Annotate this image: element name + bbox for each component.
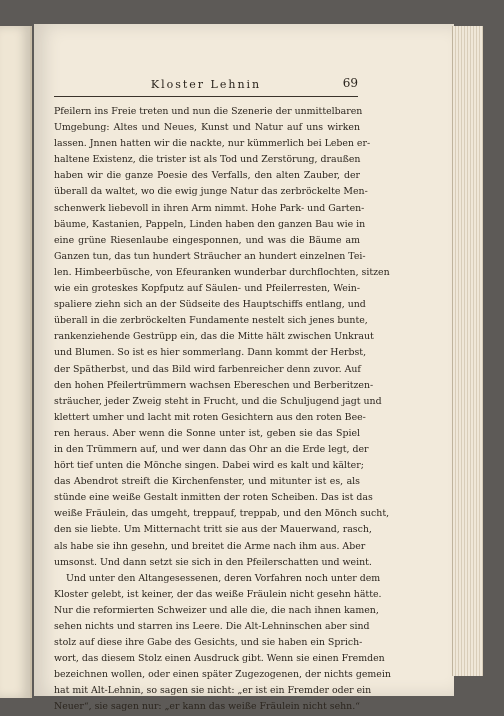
text-line: lassen. Jnnen hatten wir die nackte, nur kümmerlich bei Leben er-	[54, 138, 371, 150]
text-line: wort, das diesem Stolz einen Ausdruck gibt. Wenn sie einen Fremden	[54, 653, 385, 665]
text-line: stolz auf diese ihre Gabe des Gesichts, und sie haben ein Sprich-	[54, 637, 363, 649]
text-line: weiße Fräulein, das umgeht, treppauf, treppab, und den Mönch sucht,	[54, 508, 390, 520]
text-line: haben wir die ganze Poesie des Verfalls, den alten Zauber, der	[54, 170, 360, 182]
text-line: den hohen Pfeilertrümmern wachsen Ebereschen und Berberitzen-	[54, 379, 374, 391]
text-line: klettert umher und lacht mit roten Gesichtern aus den roten Bee-	[54, 411, 366, 423]
text-line: das Abendrot streift die Kirchenfenster, und mitunter ist es, als	[54, 476, 360, 488]
text-line: Und unter den Altangesessenen, deren Vorfahren noch unter dem	[66, 572, 381, 584]
text-line: hat mit Alt-Lehnin, so sagen sie nicht: „er ist ein Fremder oder ein	[54, 685, 372, 697]
page-block-edges	[452, 26, 483, 676]
text-line: stünde eine weiße Gestalt inmitten der roten Scheiben. Das ist das	[54, 492, 373, 504]
text-line: Pfeilern ins Freie treten und nun die Szenerie der unmittelbaren	[54, 106, 363, 117]
text-line: wie ein groteskes Kopfputz auf Säulen- und Pfeilerresten, Wein-	[54, 283, 360, 295]
text-line: rankenziehende Gestrüpp ein, das die Mitte hält zwischen Unkraut	[54, 331, 374, 343]
text-line: schenwerk liebevoll in ihren Arm nimmt. Hohe Park- und Garten-	[54, 202, 365, 214]
text-line: Nur die reformierten Schweizer und alle die, die nach ihnen kamen,	[54, 604, 379, 616]
running-header	[54, 76, 358, 97]
text-line: spaliere ziehn sich an der Südseite des Hauptschiffs entlang, und	[54, 299, 366, 311]
text-line: überall in die zerbröckelten Fundamente nestelt sich jenes bunte,	[54, 315, 368, 327]
text-line: sträucher, jeder Zweig steht in Frucht, und die Schuljugend jagt und	[54, 395, 382, 407]
text-line: als habe sie ihn gesehn, und breitet die Arme nach ihm aus. Aber	[54, 540, 366, 552]
text-line: in den Trümmern auf, und wer dann das Ohr an die Erde legt, der	[54, 443, 369, 455]
text-line: den sie liebte. Um Mitternacht tritt sie aus der Mauerwand, rasch,	[54, 524, 372, 536]
text-line: bäume, Kastanien, Pappeln, Linden haben den ganzen Bau wie in	[54, 218, 366, 230]
text-line: und Blumen. So ist es hier sommerlang. Dann kommt der Herbst,	[54, 347, 367, 359]
text-line: umsonst. Und dann setzt sie sich in den Pfeilerschatten und weint.	[54, 556, 372, 568]
text-line: Ganzen tun, das tun hundert Sträucher an hundert einzelnen Tei-	[54, 250, 366, 262]
text-line: hört tief unten die Mönche singen. Dabei wird es kalt und kälter;	[54, 460, 364, 472]
running-title: Kloster Lehnin	[150, 78, 262, 91]
text-line: Kloster gelebt, ist keiner, der das weiße Fräulein nicht gesehn hätte.	[54, 588, 382, 600]
text-line: sehen nichts und starren ins Leere. Die Alt-Lehninschen aber sind	[54, 621, 370, 632]
text-line: Neuer“, sie sagen nur: „er kann das weiße Fräulein nicht sehn.“	[54, 701, 360, 713]
text-line: bezeichnen wollen, oder einen später Zugezogenen, der nichts gemein	[54, 669, 391, 681]
facing-page-edge	[0, 26, 32, 698]
text-line: überall da waltet, wo die ewig junge Natur das zerbröckelte Men-	[54, 186, 368, 198]
text-line: ren heraus. Aber wenn die Sonne unter ist, geben sie das Spiel	[54, 427, 360, 439]
text-line: eine grüne Riesenlaube eingesponnen, und was die Bäume am	[54, 234, 360, 246]
text-line: len. Himbeerbüsche, von Efeuranken wunderbar durchflochten, sitzen	[54, 266, 390, 278]
text-line: der Spätherbst, und das Bild wird farbenreicher denn zuvor. Auf	[54, 363, 361, 375]
text-line: Umgebung: Altes und Neues, Kunst und Natur auf uns wirken	[54, 122, 360, 134]
text-line: haltene Existenz, die trister ist als Tod und Zerstörung, draußen	[54, 154, 361, 166]
body-text	[54, 104, 391, 716]
page-number: 69	[342, 76, 358, 90]
